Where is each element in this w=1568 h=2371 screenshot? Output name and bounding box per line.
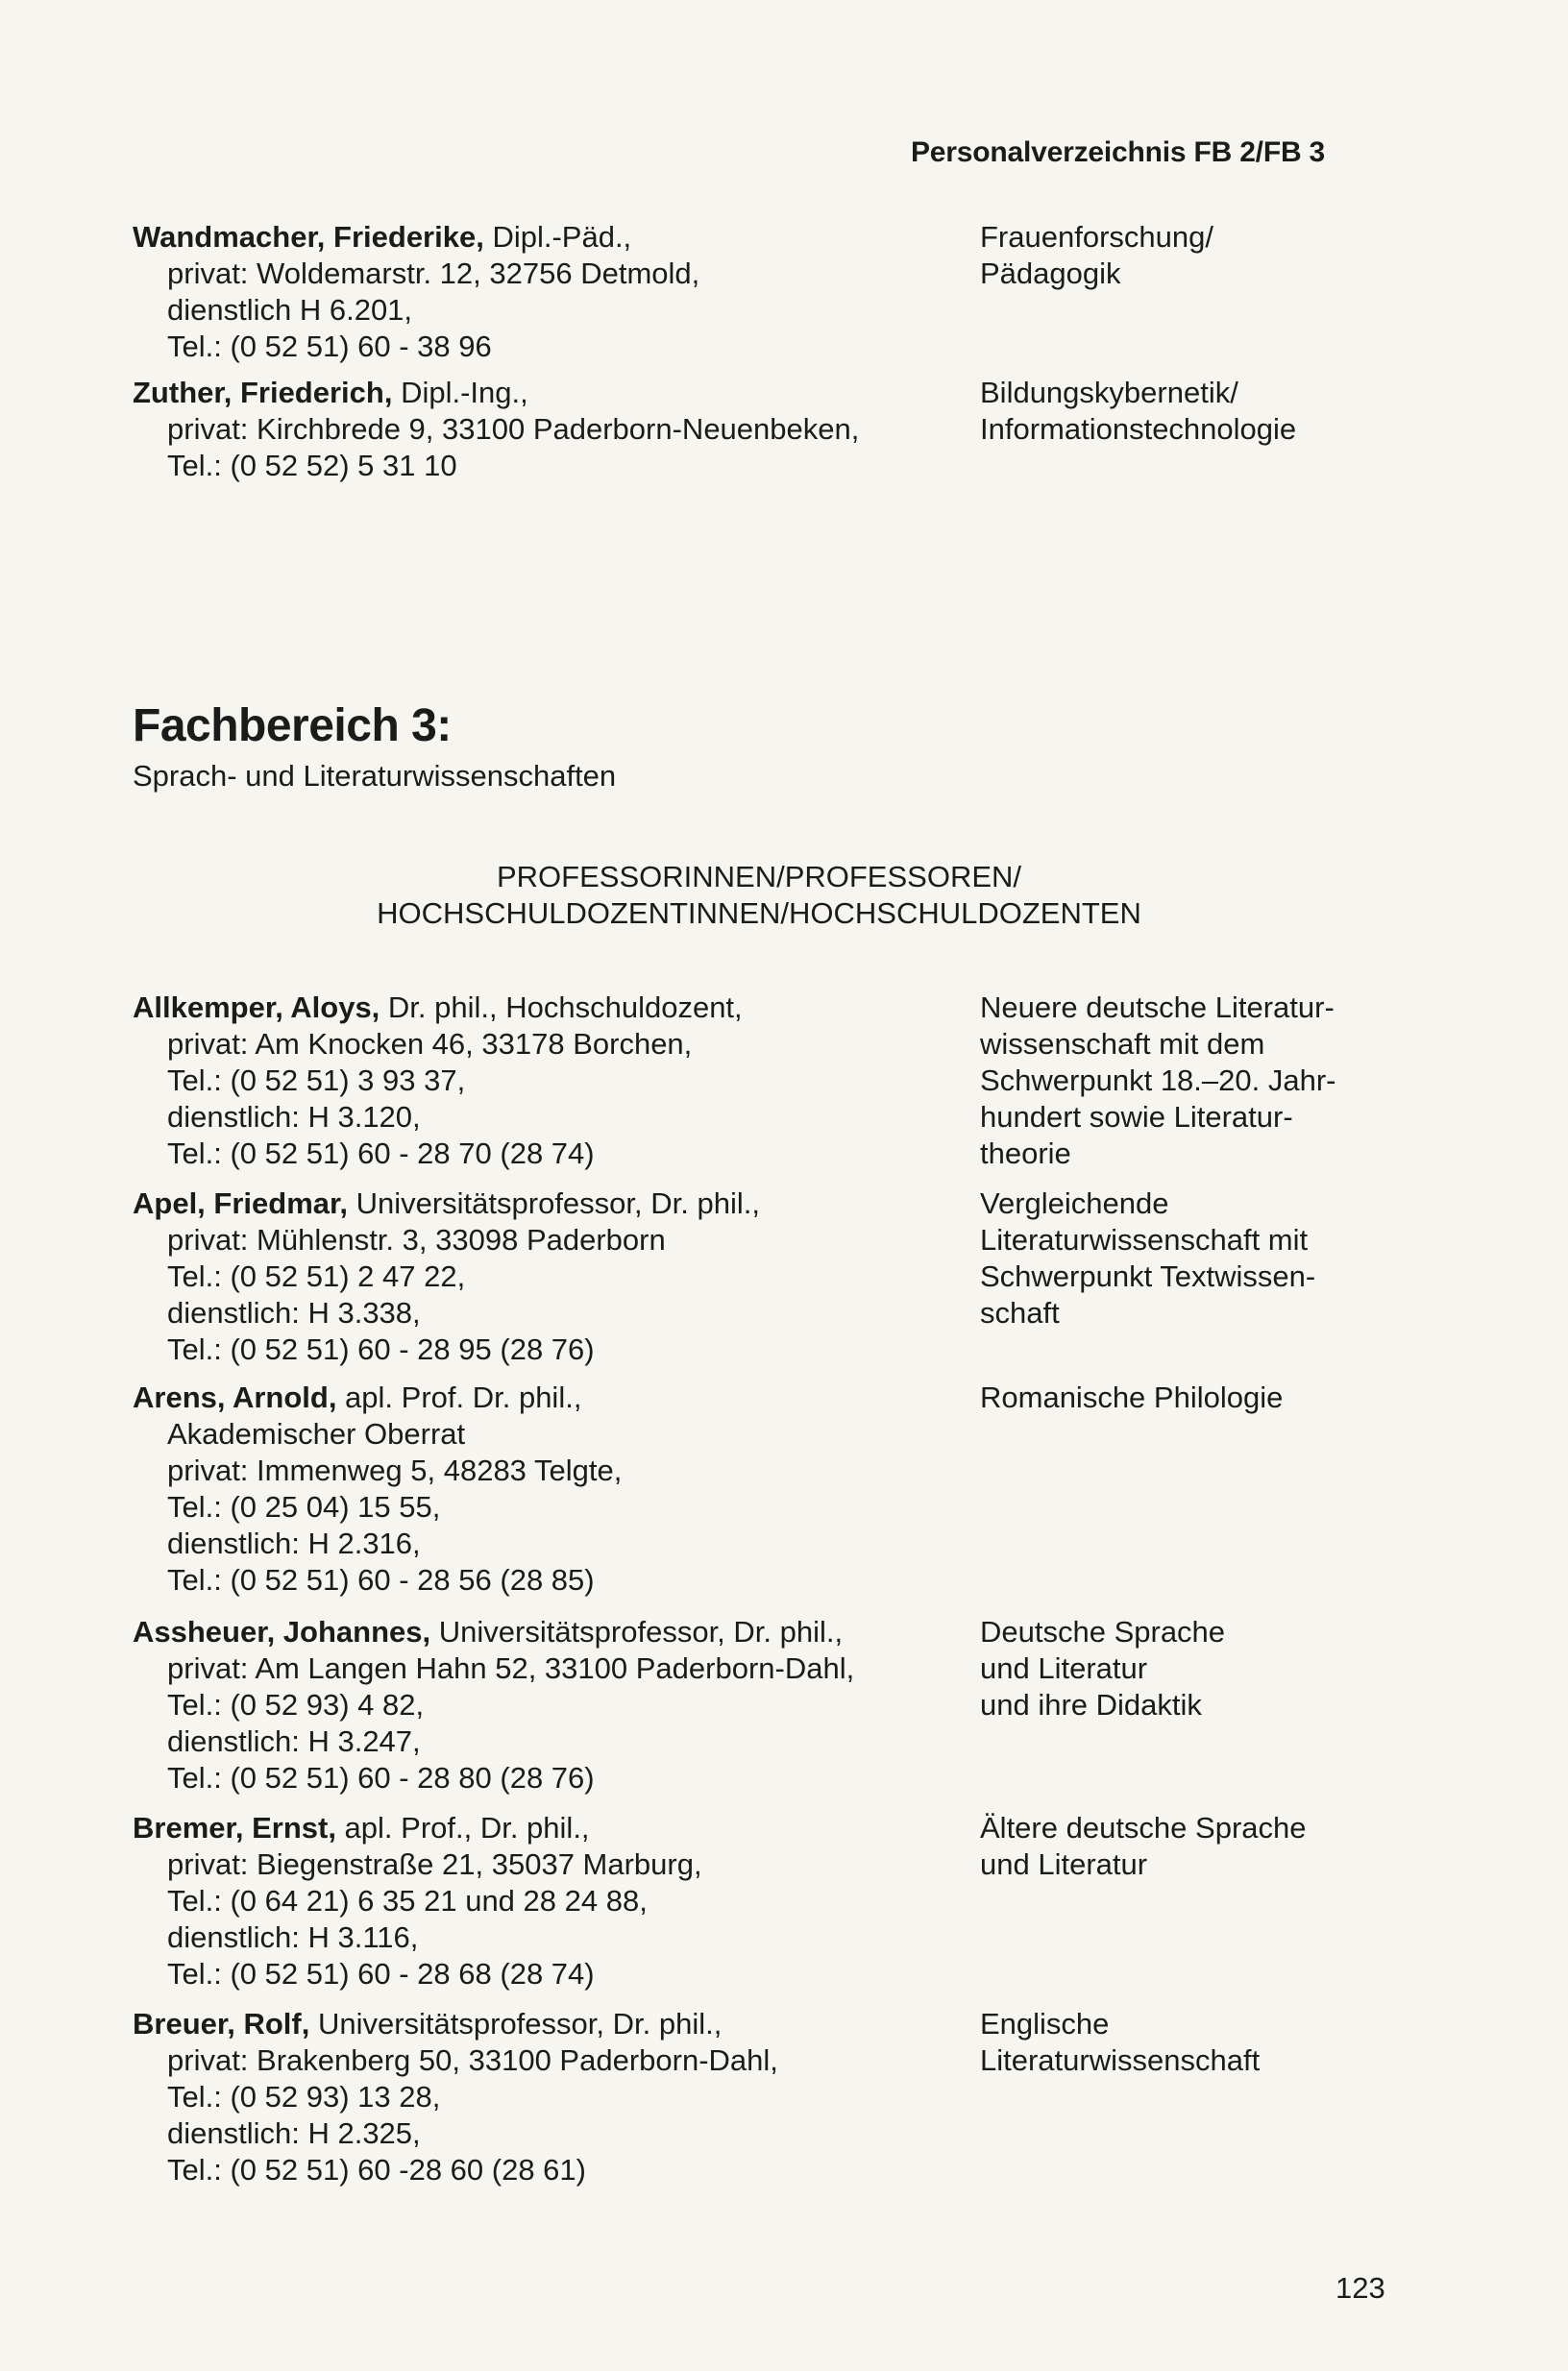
person-heading-line [133,219,959,256]
detail-line: dienstlich: H 2.316, [167,1527,421,1560]
person-heading-line [133,375,959,411]
detail-line: dienstlich: H 3.120, [167,1100,421,1134]
subject-field [980,1810,1384,1883]
field-line: theorie [980,1137,1071,1170]
field-line: hundert sowie Literatur- [980,1100,1293,1134]
detail-line: dienstlich: H 3.116, [167,1920,419,1954]
detail-line: Tel.: (0 52 51) 2 47 22, [167,1259,466,1293]
field-line: Vergleichende [980,1186,1169,1220]
person-heading-line [133,1614,959,1650]
person-title: Dipl.-Päd., [483,220,632,254]
detail-line: privat: Brakenberg 50, 33100 Paderborn-Dahl, [167,2043,778,2077]
detail-line: dienstlich: H 2.325, [167,2116,421,2150]
detail-line: privat: Biegenstraße 21, 35037 Marburg, [167,1847,702,1881]
person-name: Apel, Friedmar, [133,1186,348,1220]
person-details [133,1614,959,1797]
field-line: Englische [980,2007,1110,2041]
person-details [133,1810,959,1992]
person-details [133,375,959,484]
detail-line: privat: Am Langen Hahn 52, 33100 Paderborn-Dahl, [167,1651,855,1685]
field-line: wissenschaft mit dem [980,1027,1265,1061]
subject-field [980,990,1384,1172]
field-line: Literaturwissenschaft [980,2043,1261,2077]
detail-line: Tel.: (0 25 04) 15 55, [167,1490,441,1524]
field-line: Neuere deutsche Literatur- [980,990,1335,1024]
field-line: Frauenforschung/ [980,220,1213,254]
detail-line: dienstlich: H 3.338, [167,1296,421,1330]
field-line: Informationstechnologie [980,412,1297,446]
person-details [133,1380,959,1599]
field-line: Deutsche Sprache [980,1615,1226,1649]
field-line: und Literatur [980,1651,1148,1685]
section-title: Fachbereich 3: [133,700,452,751]
detail-line: Tel.: (0 52 51) 60 - 28 68 (28 74) [167,1957,595,1991]
person-title: Universitätsprofessor, Dr. phil., [309,2007,723,2041]
person-details [133,990,959,1172]
running-header: Personalverzeichnis FB 2/FB 3 [911,136,1326,168]
subject-field [980,1186,1384,1332]
subject-field [980,375,1384,448]
detail-line: Tel.: (0 52 93) 4 82, [167,1688,425,1722]
detail-line: Tel.: (0 52 51) 3 93 37, [167,1063,466,1097]
field-line: Schwerpunkt 18.–20. Jahr- [980,1063,1336,1097]
person-name: Zuther, Friederich, [133,376,393,409]
detail-line: Tel.: (0 52 52) 5 31 10 [167,449,457,482]
person-name: Arens, Arnold, [133,1381,337,1414]
detail-line: Tel.: (0 52 51) 60 - 28 70 (28 74) [167,1137,595,1170]
detail-line: dienstlich H 6.201, [167,293,413,327]
person-heading-line [133,2006,959,2042]
detail-line: Akademischer Oberrat [167,1417,466,1451]
detail-line: privat: Immenweg 5, 48283 Telgte, [167,1454,623,1487]
field-line: und ihre Didaktik [980,1688,1202,1722]
detail-line: privat: Am Knocken 46, 33178 Borchen, [167,1027,693,1061]
person-name: Allkemper, Aloys, [133,990,380,1024]
person-title: Universitätsprofessor, Dr. phil., [347,1186,760,1220]
field-line: Schwerpunkt Textwissen- [980,1259,1316,1293]
person-details [133,2006,959,2188]
person-heading-line [133,1380,959,1416]
person-details [133,1186,959,1368]
person-title: apl. Prof., Dr. phil., [335,1811,590,1845]
section-subtitle: Sprach- und Literaturwissenschaften [133,759,617,793]
detail-line: Tel.: (0 52 51) 60 - 38 96 [167,330,492,363]
staff-category-heading [0,859,1518,932]
detail-line: Tel.: (0 52 51) 60 - 28 56 (28 85) [167,1563,595,1597]
category-line: PROFESSORINNEN/PROFESSOREN/ [496,860,1022,893]
field-line: Pädagogik [980,257,1121,290]
person-title: Dr. phil., Hochschuldozent, [380,990,743,1024]
person-name: Breuer, Rolf, [133,2007,310,2041]
person-heading-line [133,1810,959,1846]
person-details [133,219,959,365]
person-name: Bremer, Ernst, [133,1811,336,1845]
subject-field [980,1380,1384,1416]
category-line: HOCHSCHULDOZENTINNEN/HOCHSCHULDOZENTEN [377,896,1141,930]
detail-line: Tel.: (0 52 51) 60 -28 60 (28 61) [167,2153,586,2187]
field-line: Romanische Philologie [980,1381,1284,1414]
detail-line: Tel.: (0 52 51) 60 - 28 80 (28 76) [167,1761,595,1795]
detail-line: Tel.: (0 52 51) 60 - 28 95 (28 76) [167,1332,595,1366]
person-title: Dipl.-Ing., [392,376,528,409]
page-number: 123 [1335,2271,1385,2305]
detail-line: privat: Woldemarstr. 12, 32756 Detmold, [167,257,700,290]
person-title: Universitätsprofessor, Dr. phil., [430,1615,844,1649]
person-name: Wandmacher, Friederike, [133,220,484,254]
person-heading-line [133,1186,959,1222]
field-line: und Literatur [980,1847,1148,1881]
subject-field [980,2006,1384,2079]
detail-line: privat: Mühlenstr. 3, 33098 Paderborn [167,1223,666,1257]
detail-line: Tel.: (0 52 93) 13 28, [167,2080,441,2114]
field-line: schaft [980,1296,1060,1330]
field-line: Ältere deutsche Sprache [980,1811,1307,1845]
person-heading-line [133,990,959,1026]
person-title: apl. Prof. Dr. phil., [336,1381,582,1414]
field-line: Literaturwissenschaft mit [980,1223,1309,1257]
person-name: Assheuer, Johannes, [133,1615,431,1649]
detail-line: dienstlich: H 3.247, [167,1724,421,1758]
field-line: Bildungskybernetik/ [980,376,1238,409]
subject-field [980,219,1384,292]
subject-field [980,1614,1384,1723]
detail-line: Tel.: (0 64 21) 6 35 21 und 28 24 88, [167,1884,648,1918]
detail-line: privat: Kirchbrede 9, 33100 Paderborn-Neuenbeken, [167,412,860,446]
